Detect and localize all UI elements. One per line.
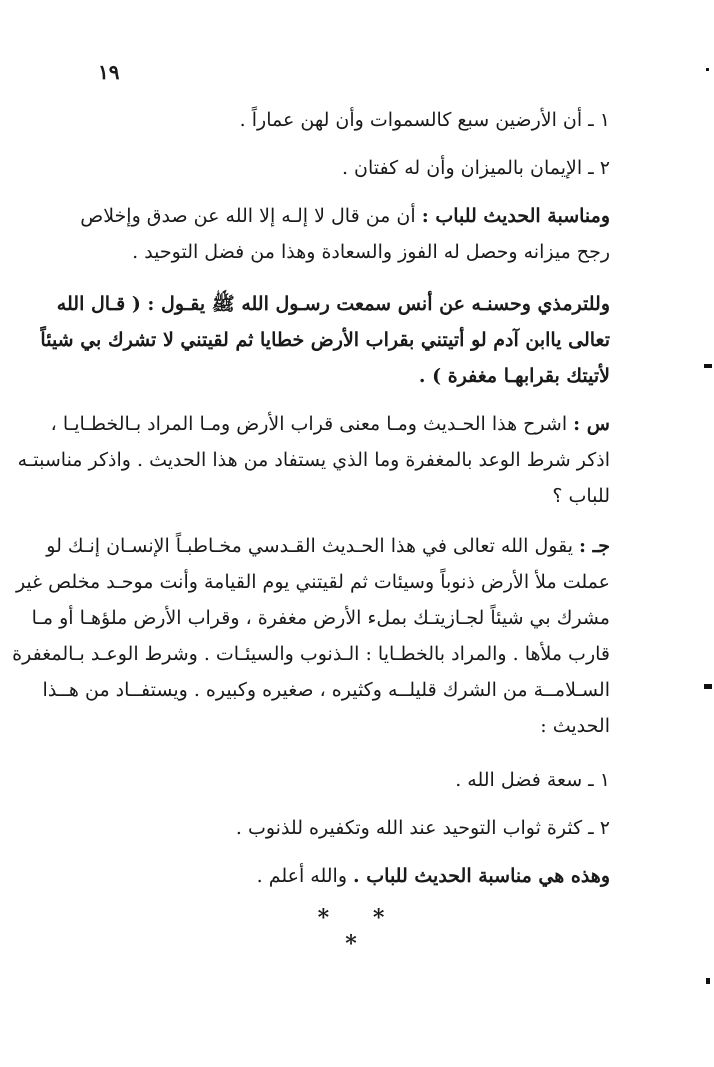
list-item: ١ ـ سعة فضل الله . — [455, 769, 610, 791]
section-separator: * * * — [317, 905, 403, 957]
answer-text-line: عملت ملأ الأرض ذنوباً وسيئات ثم لقيتني يوم القيامة وأنت موحـد مخلص غير — [15, 571, 610, 593]
question-text-line: اذكر شرط الوعد بالمغفرة وما الذي يستفاد من هذا الحديث . واذكر مناسبتـه — [17, 449, 610, 471]
hadith-line: وللترمذي وحسنـه عن أنس سمعت رسـول الله ﷺ يقـول : ( قـال الله — [56, 293, 610, 315]
hadith-line: تعالى ياابن آدم لو أتيتني بقراب الأرض خطايا ثم لقيتني لا تشرك بي شيئاً — [40, 329, 610, 351]
question-label: س : — [573, 413, 610, 435]
list-item: ٢ ـ كثرة ثواب التوحيد عند الله وتكفيره للذنوب . — [235, 817, 610, 839]
list-benefits-1 — [82, 102, 610, 186]
answer-label: جـ : — [579, 535, 610, 557]
closing-bold: وهذه هي مناسبة الحديث للباب . — [353, 865, 610, 887]
relevance-label: ومناسبة الحديث للباب : — [421, 205, 610, 227]
answer-text: يقول الله تعالى في هذا الحـديث القـدسي مخـاطبـاً الإنسـان إنـك لو — [46, 535, 573, 557]
scan-mark — [704, 364, 712, 368]
hadith-paragraph — [40, 286, 610, 394]
relevance-paragraph — [82, 198, 610, 270]
answer-text-line: الحديث : — [540, 715, 610, 737]
question-text: اشرح هذا الحـديث ومـا معنى قراب الأرض ومـا المراد بـالخطـايـا ، — [50, 413, 568, 435]
closing-line — [82, 858, 610, 894]
answer-text-line: مشرك بي شيئاً لجـازيتـك بملء الأرض مغفرة ، وقراب الأرض ملؤهـا أو مـا — [31, 607, 610, 629]
list-item: ١ ـ أن الأرضين سبع كالسموات وأن لهن عماراً . — [239, 109, 610, 131]
page-number: ١٩ — [98, 60, 120, 84]
list-benefits-2 — [82, 762, 610, 846]
hadith-line: لأتيتك بقرابهـا مغفرة ) . — [418, 365, 610, 387]
list-item: ٢ ـ الإيمان بالميزان وأن له كفتان . — [341, 157, 610, 179]
answer-text-line: السـلامــة من الشرك قليلــه وكثيره ، صغيره وكبيره . ويستفــاد من هــذا — [42, 679, 610, 701]
question-text-line: للباب ؟ — [552, 485, 610, 507]
relevance-text: أن من قال لا إلـه إلا الله عن صدق وإخلاص — [80, 205, 416, 227]
scan-mark — [706, 978, 710, 984]
scan-mark — [706, 68, 709, 71]
closing-text: والله أعلم . — [256, 865, 347, 887]
question-paragraph — [17, 406, 610, 514]
answer-paragraph — [12, 528, 610, 744]
relevance-text-line: رجح ميزانه وحصل له الفوز والسعادة وهذا من فضل التوحيد . — [132, 241, 610, 263]
answer-text-line: قارب ملأها . والمراد بالخطـايا : الـذنوب والسيئـات . وشرط الوعـد بـالمغفرة — [12, 643, 610, 665]
scan-mark — [704, 684, 712, 689]
